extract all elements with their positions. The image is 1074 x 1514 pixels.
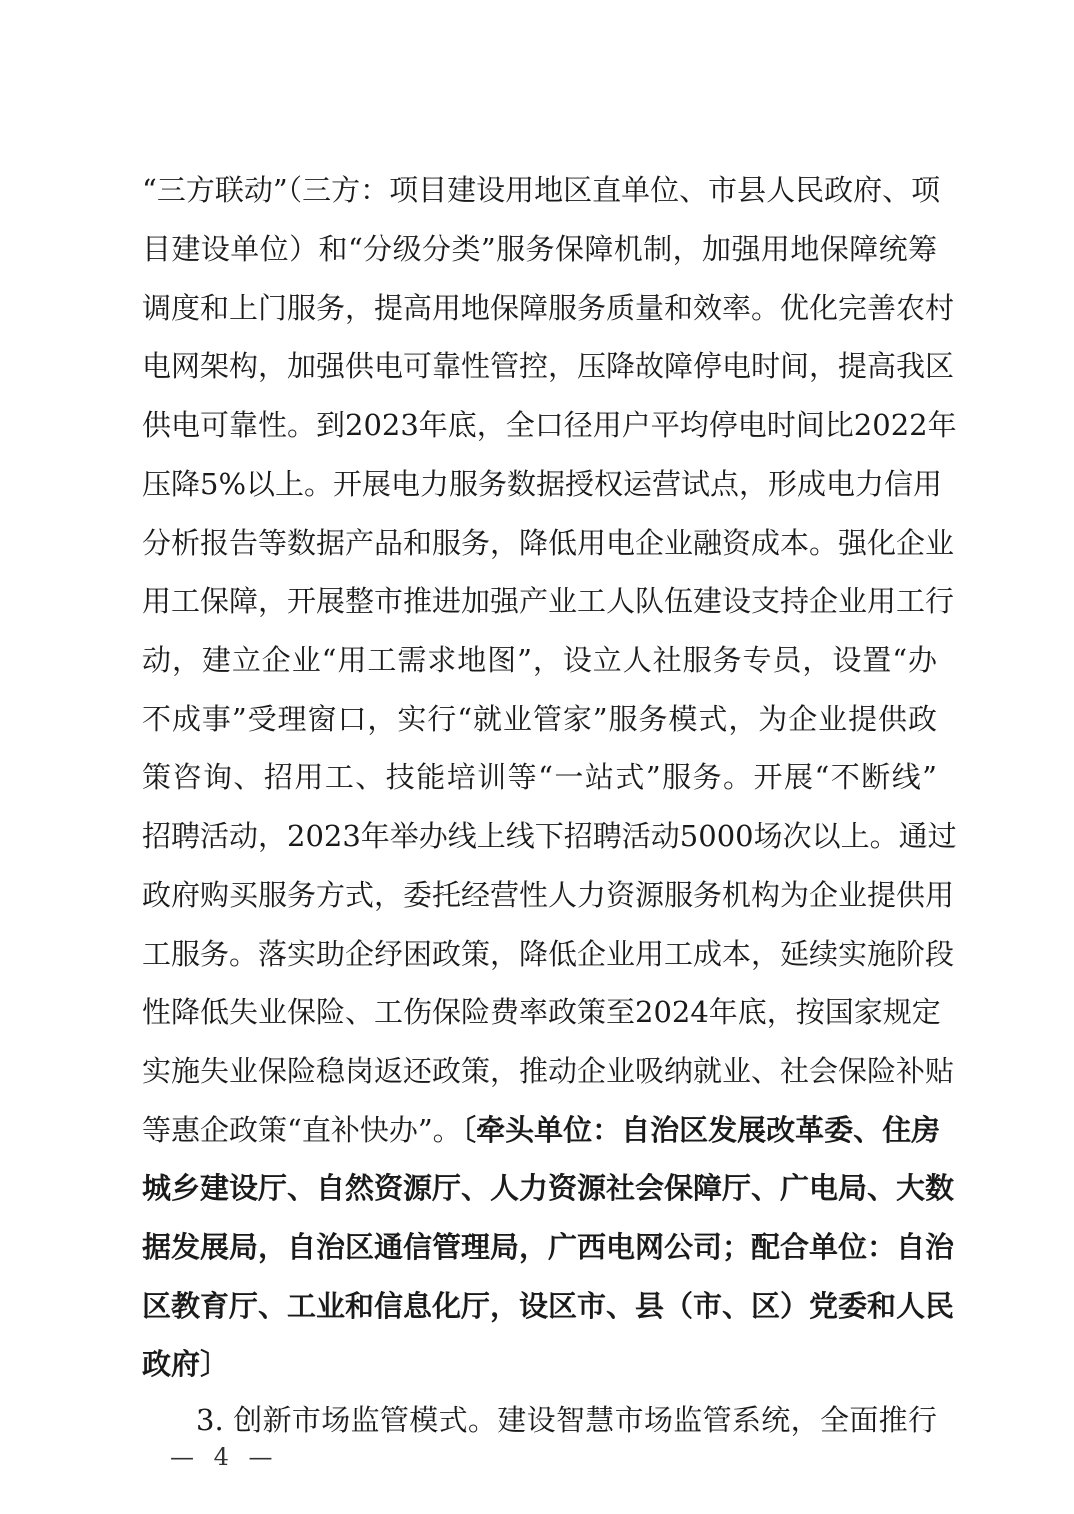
body-line-8: 用工保障，开展整市推进加强产业工人队伍建设支持企业用工行 xyxy=(142,584,955,618)
body-line-10: 不成事”受理窗口，实行“就业管家”服务模式，为企业提供政 xyxy=(142,702,937,736)
bold-line-4: 政府〕 xyxy=(142,1347,230,1381)
lead-unit-text-start: 〔牵头单位：自治区发展改革委、住房 xyxy=(461,1113,941,1147)
body-line-17 xyxy=(142,1110,941,1150)
body-line-7: 分析报告等数据产品和服务，降低用电企业融资成本。强化企业 xyxy=(142,526,955,560)
body-line-11: 策咨询、招用工、技能培训等“一站式”服务。开展“不断线” xyxy=(142,760,937,794)
body-line-3: 调度和上门服务，提高用地保障服务质量和效率。优化完善农村 xyxy=(142,291,955,325)
body-line-2: 目建设单位）和“分级分类”服务保障机制，加强用地保障统筹 xyxy=(142,232,937,266)
section-heading-line: 3. 创新市场监管模式。建设智慧市场监管系统，全面推行 xyxy=(196,1403,937,1437)
body-line-4: 电网架构，加强供电可靠性管控，压降故障停电时间，提高我区 xyxy=(142,349,955,383)
body-line-14: 工服务。落实助企纾困政策，降低企业用工成本，延续实施阶段 xyxy=(142,937,955,971)
body-line-15: 性降低失业保险、工伤保险费率政策至2024年底，按国家规定 xyxy=(142,995,941,1029)
body-line-1: “三方联动”（三方：项目建设用地区直单位、市县人民政府、项 xyxy=(142,173,941,207)
body-line-13: 政府购买服务方式，委托经营性人力资源服务机构为企业提供用 xyxy=(142,878,955,912)
body-line-5: 供电可靠性。到2023年底，全口径用户平均停电时间比2022年 xyxy=(142,408,957,442)
bold-line-1: 城乡建设厅、自然资源厅、人力资源社会保障厅、广电局、大数 xyxy=(142,1171,955,1205)
body-line-6: 压降5%以上。开展电力服务数据授权运营试点，形成电力信用 xyxy=(142,467,943,501)
body-line-9: 动，建立企业“用工需求地图”，设立人社服务专员，设置“办 xyxy=(142,643,937,677)
bold-line-2: 据发展局，自治区通信管理局，广西电网公司；配合单位：自治 xyxy=(142,1230,955,1264)
plain-text-segment: 等惠企政策“直补快办”。 xyxy=(142,1113,462,1147)
body-line-12: 招聘活动，2023年举办线上线下招聘活动5000场次以上。通过 xyxy=(142,819,957,853)
body-line-16: 实施失业保险稳岗返还政策，推动企业吸纳就业、社会保险补贴 xyxy=(142,1054,955,1088)
bold-line-3: 区教育厅、工业和信息化厅，设区市、县（市、区）党委和人民 xyxy=(142,1289,955,1323)
page-number: — 4 — xyxy=(170,1443,279,1471)
